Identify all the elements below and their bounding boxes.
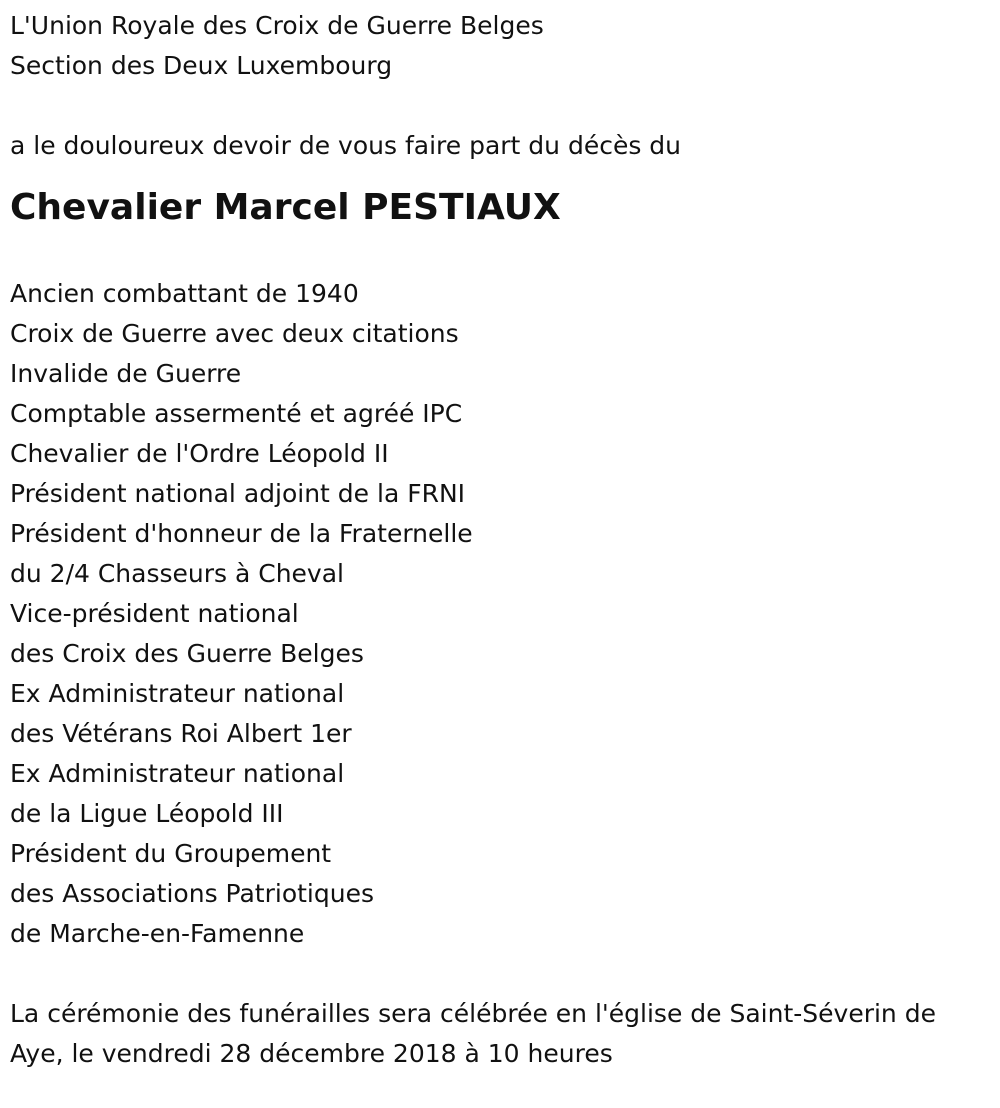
spacer — [10, 954, 995, 994]
organization-section: Section des Deux Luxembourg — [10, 51, 393, 80]
titles-list — [10, 274, 995, 954]
title-line: Président du Groupement — [10, 839, 332, 868]
obituary-notice — [10, 6, 995, 1074]
title-line: Croix de Guerre avec deux citations — [10, 319, 459, 348]
title-line: Ancien combattant de 1940 — [10, 279, 359, 308]
title-line: Ex Administrateur national — [10, 759, 345, 788]
organization-name: L'Union Royale des Croix de Guerre Belges — [10, 11, 544, 40]
spacer — [10, 230, 995, 274]
ceremony-line: Aye, le vendredi 28 décembre 2018 à 10 heures — [10, 1039, 613, 1068]
title-line: Invalide de Guerre — [10, 359, 242, 388]
ceremony-line: La cérémonie des funérailles sera célébrée en l'église de Saint-Séverin de — [10, 999, 936, 1028]
title-line: Président d'honneur de la Fraternelle — [10, 519, 473, 548]
ceremony-details — [10, 994, 995, 1074]
title-line: des Croix des Guerre Belges — [10, 639, 364, 668]
spacer — [10, 86, 995, 126]
deceased-name: Chevalier Marcel PESTIAUX — [10, 187, 561, 228]
title-line: Comptable assermenté et agréé IPC — [10, 399, 463, 428]
title-line: des Vétérans Roi Albert 1er — [10, 719, 352, 748]
title-line: Ex Administrateur national — [10, 679, 345, 708]
title-line: du 2/4 Chasseurs à Cheval — [10, 559, 344, 588]
intro-text: a le douloureux devoir de vous faire part du décès du — [10, 131, 682, 160]
title-line: des Associations Patriotiques — [10, 879, 375, 908]
title-line: de Marche-en-Famenne — [10, 919, 305, 948]
title-line: Vice-président national — [10, 599, 299, 628]
title-line: Président national adjoint de la FRNI — [10, 479, 466, 508]
title-line: de la Ligue Léopold III — [10, 799, 284, 828]
title-line: Chevalier de l'Ordre Léopold II — [10, 439, 389, 468]
